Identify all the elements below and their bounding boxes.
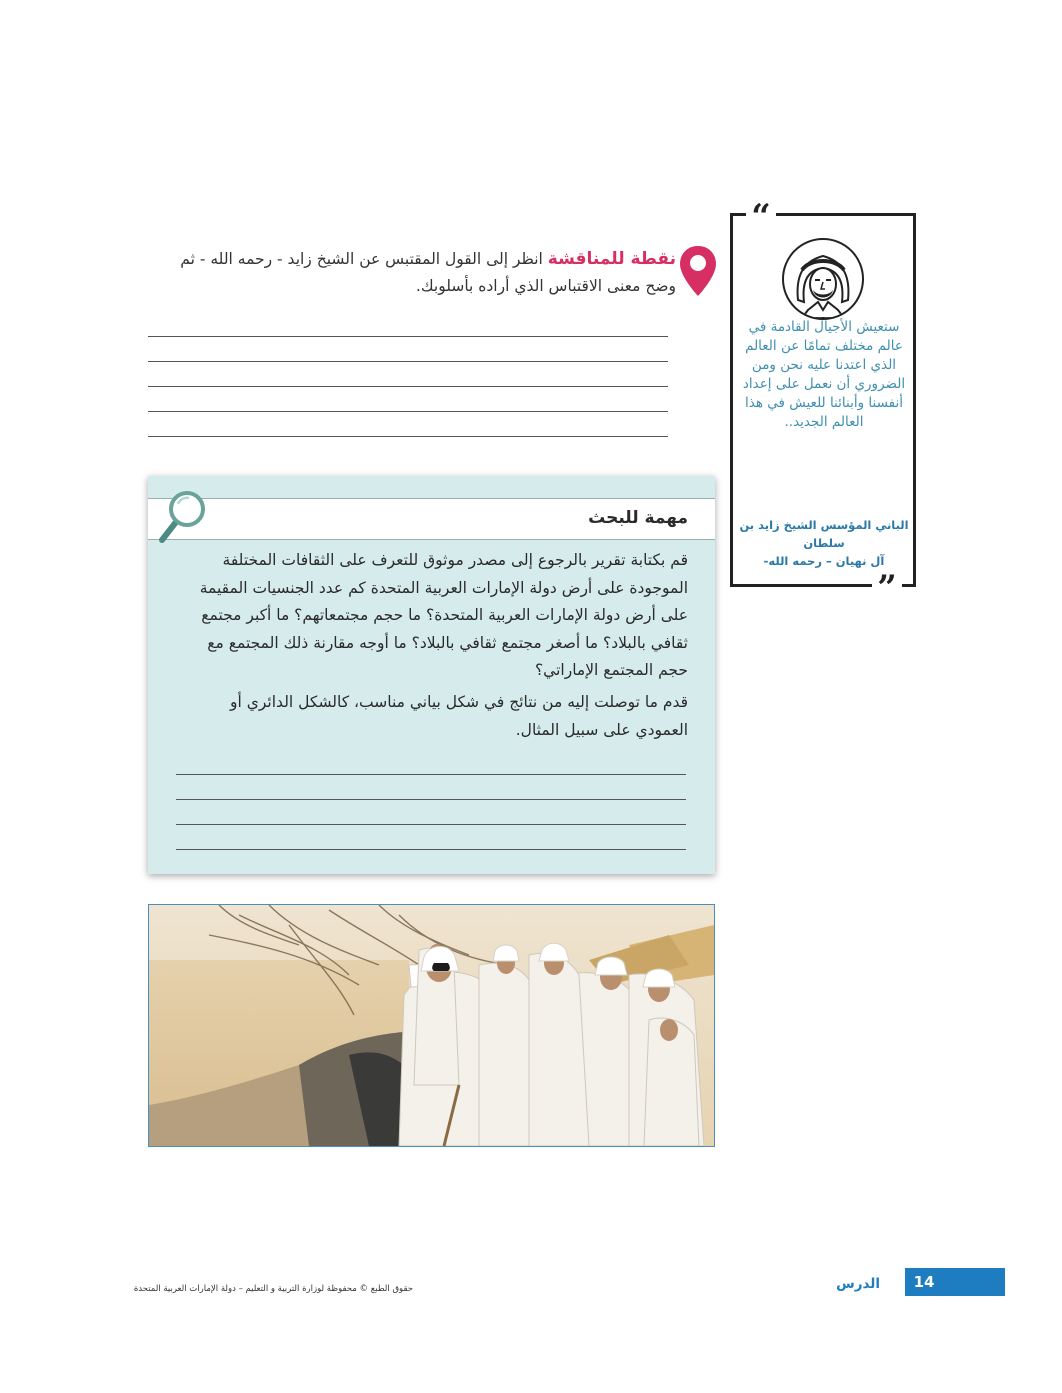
answer-line[interactable] (148, 411, 668, 412)
quote-attribution (733, 516, 915, 570)
magnifier-icon (152, 488, 208, 548)
close-quote-mark: ” (872, 574, 902, 596)
answer-line[interactable] (148, 386, 668, 387)
group-photo (148, 904, 715, 1147)
location-pin-icon (678, 244, 718, 298)
quote-text: ستعيش الأجيال القادمة في عالم مختلف تمامًا عن العالم الذي اعتدنا عليه نحن ومن الضروري أن نعمل على إعداد أنفسنا وأبنائنا للعيش في هذا العالم الجديد.. (742, 319, 906, 430)
discussion-prompt (150, 246, 676, 300)
page-number: 14 (913, 1273, 935, 1291)
answer-line[interactable] (176, 849, 686, 850)
answer-line[interactable] (148, 436, 668, 437)
lesson-label: الدرس (836, 1276, 880, 1292)
research-paragraph: قدم ما توصلت إليه من نتائج في شكل بياني مناسب، كالشكل الدائري أو العمودي على سبيل المثال. (230, 693, 688, 739)
answer-line[interactable] (176, 799, 686, 800)
portrait-illustration (782, 238, 864, 320)
answer-line[interactable] (148, 336, 668, 337)
answer-line[interactable] (176, 774, 686, 775)
answer-line[interactable] (148, 361, 668, 362)
research-paragraph: قم بكتابة تقرير بالرجوع إلى مصدر موثوق للتعرف على الثقافات المختلفة الموجودة على أرض دولة الإمارات العربية المتحدة كم عدد الجنسيات المقيمة على أرض دولة الإمارات العربية المتحدة؟ ما حجم مجتمعاتهم؟ ما أكبر مجتمع ثقافي بالبلاد؟ ما أصغر مجتمع ثقافي بالبلاد؟ ما أوجه مقارنة ذلك المجتمع مع حجم المجتمع الإماراتي؟ (199, 551, 688, 679)
copyright-notice: حقوق الطبع © محفوظة لوزارة التربية و التعليم – دولة الإمارات العربية المتحدة (133, 1284, 413, 1294)
discussion-heading: نقطة للمناقشة (547, 249, 676, 269)
answer-line[interactable] (176, 824, 686, 825)
discussion-body: انظر إلى القول المقتبس عن الشيخ زايد - رحمه الله - ثم وضح معنى الاقتباس الذي أراده بأسلوبك. (180, 250, 676, 295)
attribution-line: آل نهيان – رحمه الله- (763, 554, 885, 568)
attribution-line: الباني المؤسس الشيخ زايد بن سلطان (739, 518, 909, 550)
research-title: مهمة للبحث (588, 508, 688, 528)
open-quote-mark: “ (746, 203, 776, 225)
